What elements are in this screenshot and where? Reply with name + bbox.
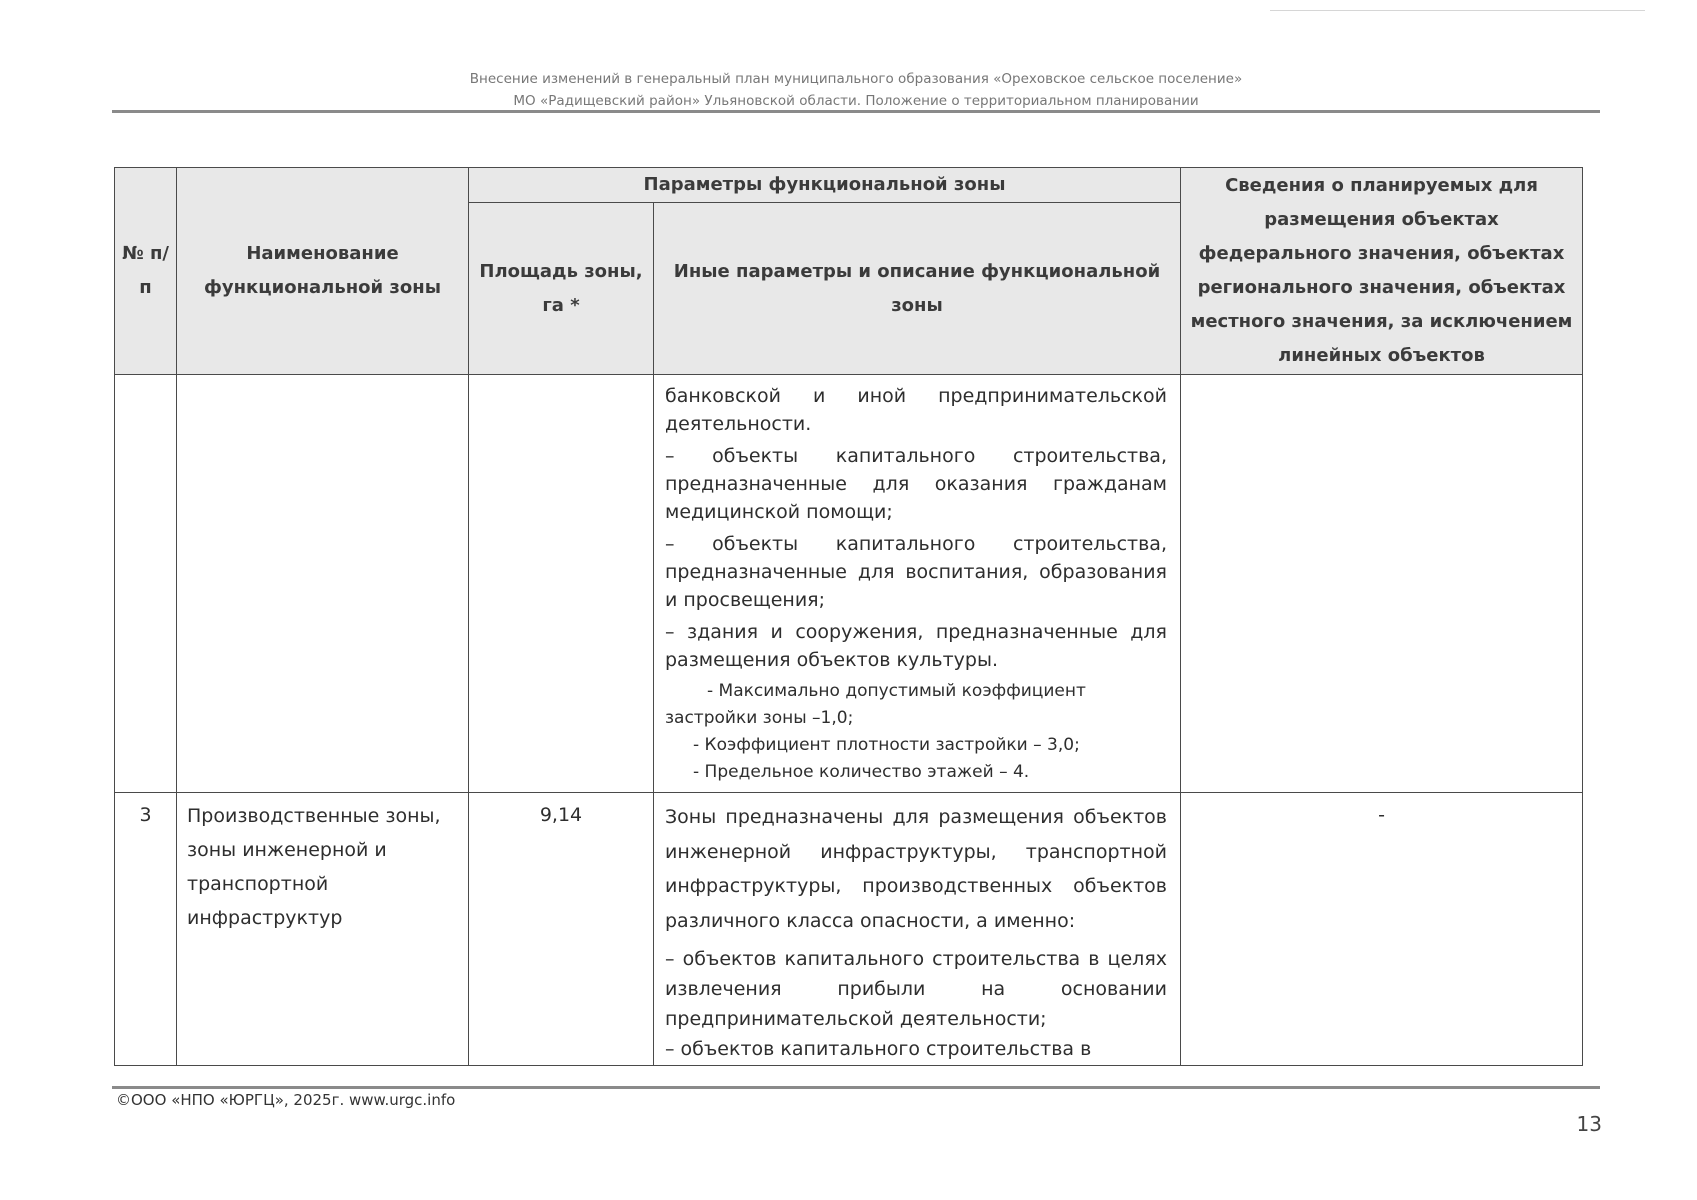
description-paragraph: – объекты капитального строительства, предназначенные для воспитания, образования и просвещения; xyxy=(665,533,1167,611)
description-paragraph: – здания и сооружения, предназначенные для размещения объектов культуры. xyxy=(665,621,1167,671)
table-row xyxy=(115,793,1583,1066)
header-zone-area: Площадь зоны, га * xyxy=(469,203,654,375)
header-zone-parameters: Параметры функциональной зоны xyxy=(469,168,1181,203)
cell-zone-area: 9,14 xyxy=(469,793,654,1066)
table-header-row-1 xyxy=(115,168,1583,203)
top-faint-rule xyxy=(1270,10,1645,11)
running-header-line-1: Внесение изменений в генеральный план муниципального образования «Ореховское сельское поселение» xyxy=(469,71,1243,87)
cell-planned-objects: - xyxy=(1181,793,1583,1066)
running-header xyxy=(112,68,1600,112)
header-planned-objects: Сведения о планируемых для размещения объектах федерального значения, объектах регионального значения, объектах местного значения, за исключением линейных объектов xyxy=(1181,168,1583,375)
zone-parameter: - Максимально допустимый коэффициент застройки зоны –1,0; xyxy=(665,681,1086,728)
table-row xyxy=(115,375,1583,793)
description-paragraph: – объектов капитального строительства в xyxy=(665,1038,1092,1060)
cell-number xyxy=(115,375,177,793)
cell-zone-area xyxy=(469,375,654,793)
description-paragraph: Зоны предназначены для размещения объектов инженерной инфраструктуры, транспортной инфраструктуры, производственных объектов различного класса опасности, а именно: xyxy=(665,806,1167,932)
functional-zones-table xyxy=(114,167,1583,1066)
description-paragraph: банковской и иной предпринимательской деятельности. xyxy=(665,385,1167,435)
cell-zone-description xyxy=(654,793,1181,1066)
cell-planned-objects xyxy=(1181,375,1583,793)
footer-copyright: ©ООО «НПО «ЮРГЦ», 2025г. www.urgc.info xyxy=(116,1091,456,1109)
zone-parameter: - Коэффициент плотности застройки – 3,0; xyxy=(693,735,1080,755)
header-zone-name: Наименование функциональной зоны xyxy=(177,168,469,375)
cell-number: 3 xyxy=(115,793,177,1066)
description-paragraph: – объектов капитального строительства в целях извлечения прибыли на основании предпринимательской деятельности; xyxy=(665,948,1167,1030)
cell-zone-name xyxy=(177,375,469,793)
description-paragraph: – объекты капитального строительства, предназначенные для оказания гражданам медицинской помощи; xyxy=(665,445,1167,523)
header-zone-description: Иные параметры и описание функциональной зоны xyxy=(654,203,1181,375)
cell-zone-name: Производственные зоны, зоны инженерной и транспортной инфраструктур xyxy=(177,793,469,1066)
page-number: 13 xyxy=(1576,1112,1602,1136)
header-number: № п/п xyxy=(115,168,177,375)
cell-zone-description xyxy=(654,375,1181,793)
running-header-line-2: МО «Радищевский район» Ульяновской области. Положение о территориальном планировании xyxy=(513,93,1199,109)
zone-parameter: - Предельное количество этажей – 4. xyxy=(693,762,1030,782)
header-rule xyxy=(112,110,1600,113)
footer-rule xyxy=(112,1086,1600,1089)
